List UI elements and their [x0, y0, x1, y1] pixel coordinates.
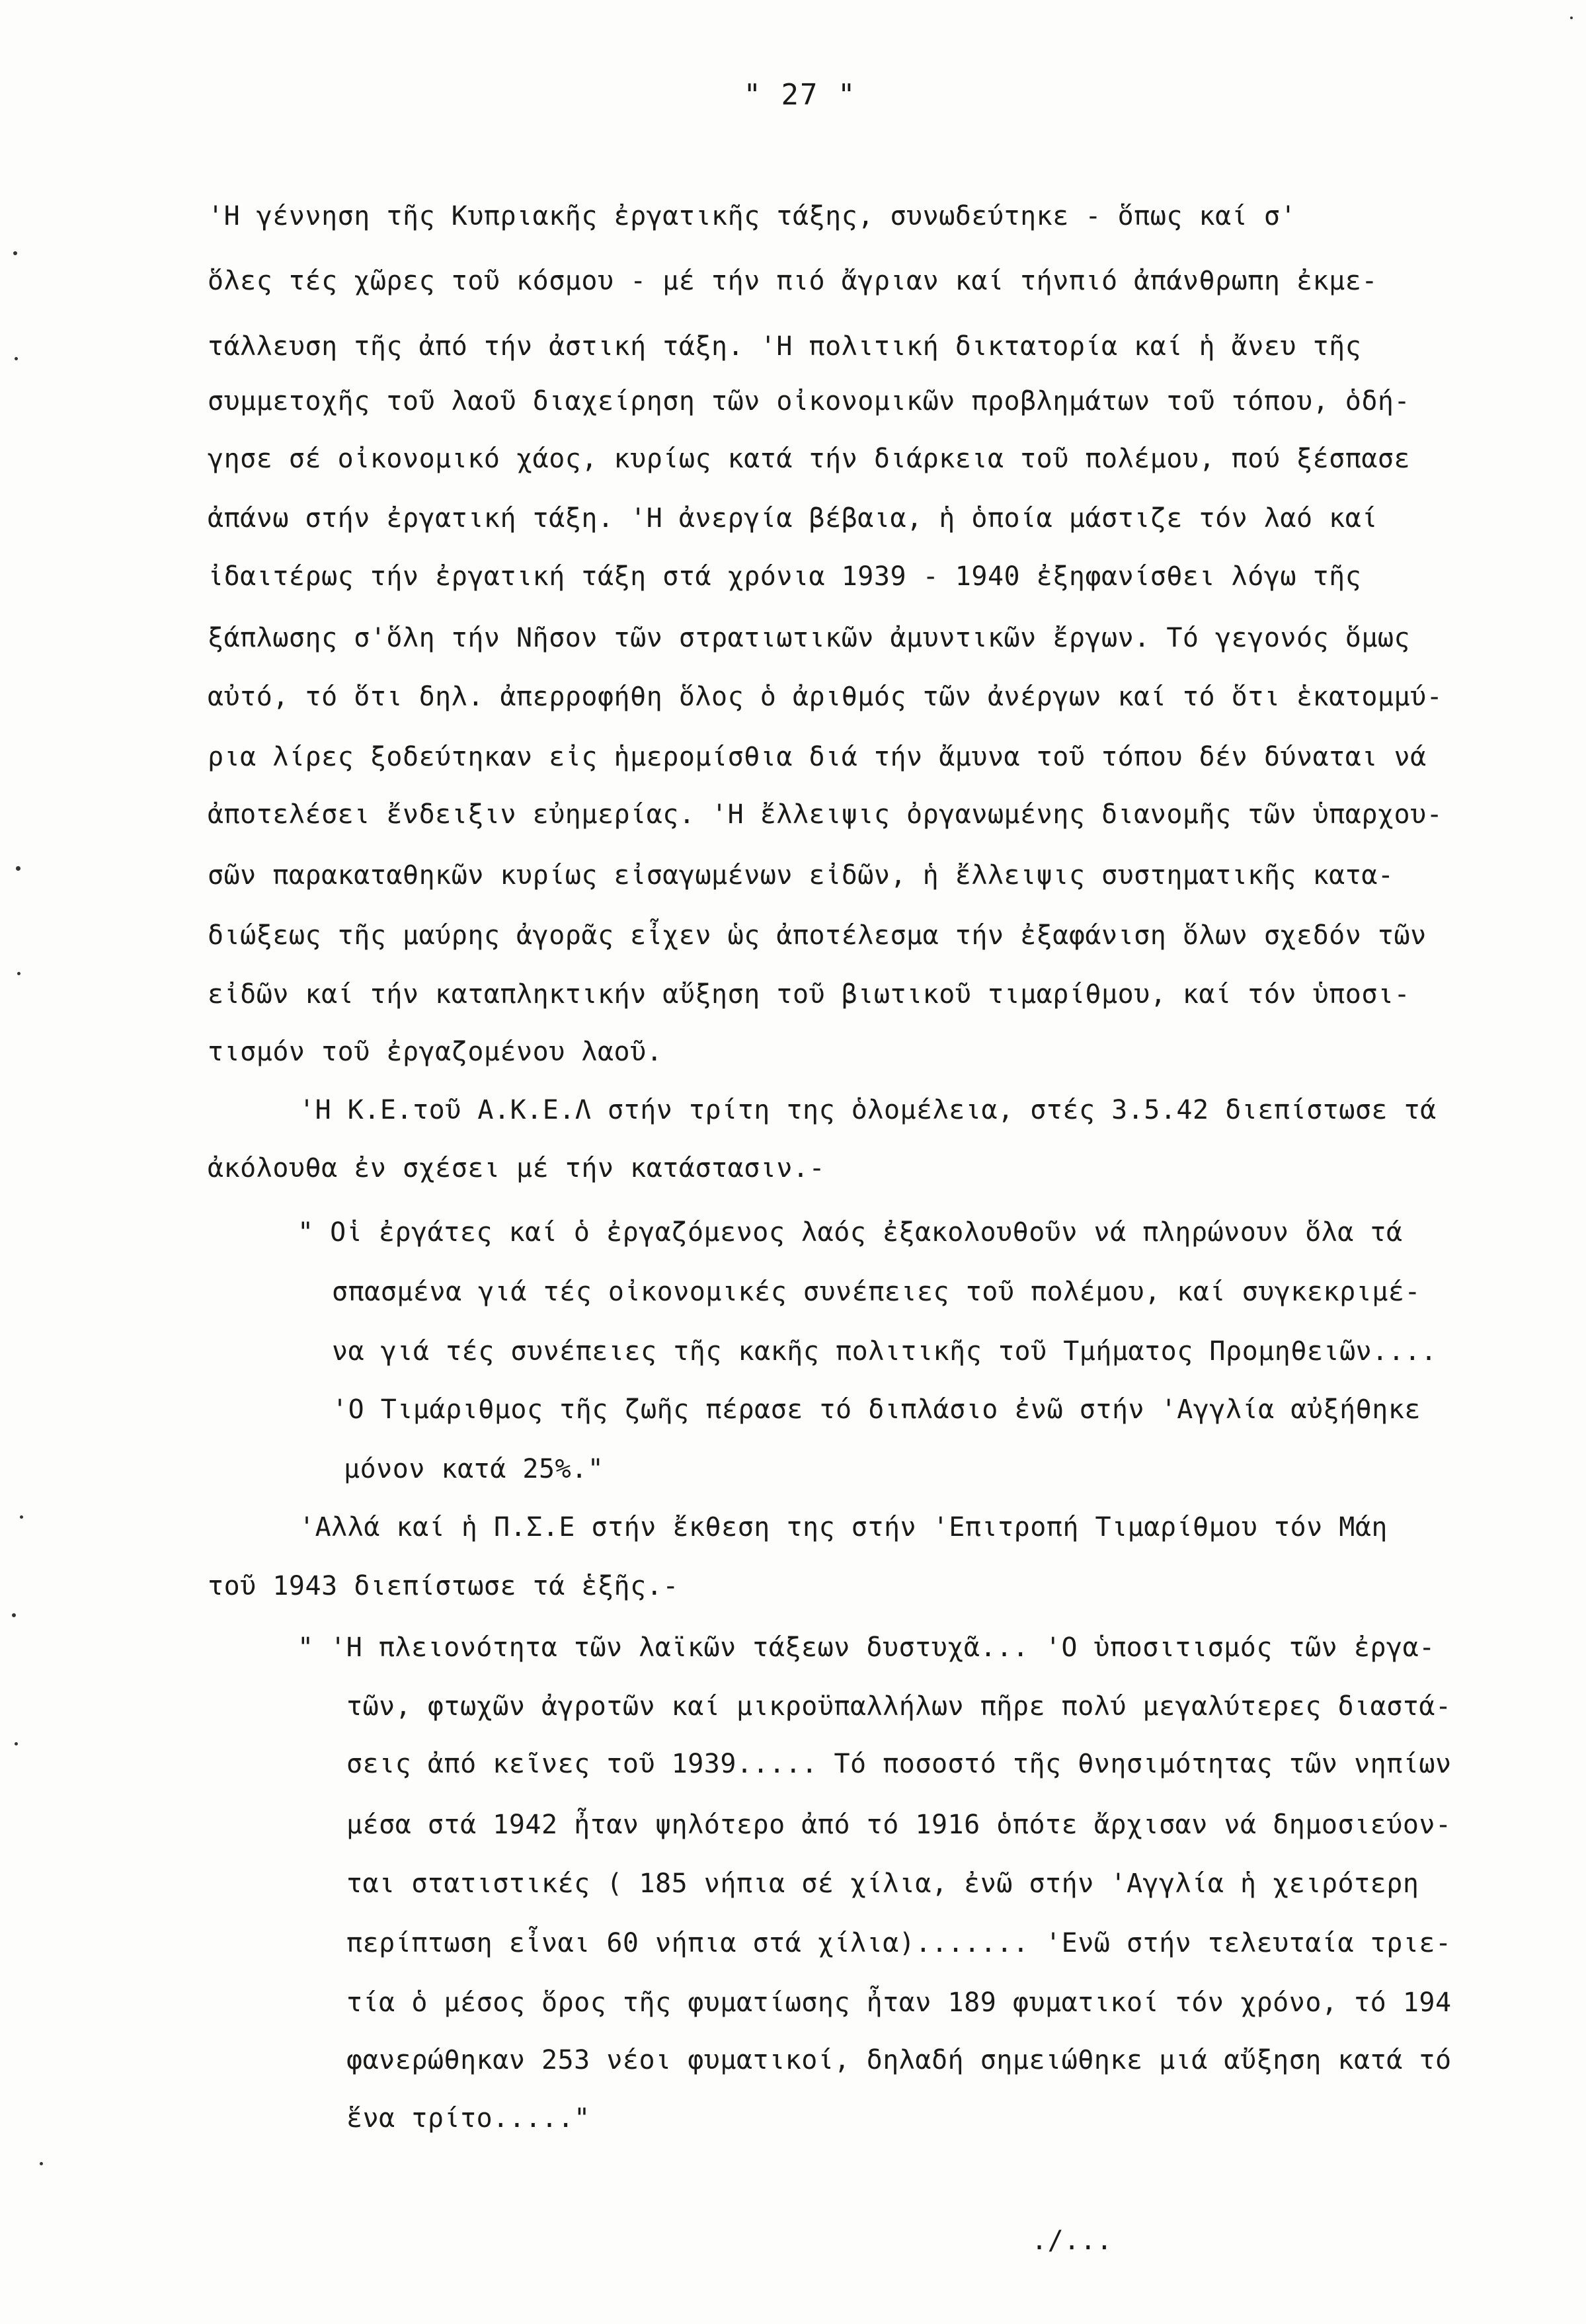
text-line: μέσα στά 1942 ἦταν ψηλότερο ἀπό τό 1916 ὁπότε ἄρχισαν νά δημοσιεύον-: [346, 1810, 1452, 1840]
text-line: τάλλευση τῆς ἀπό τήν ἀστική τάξη. 'Η πολιτική δικτατορία καί ἡ ἄνευ τῆς: [208, 331, 1362, 362]
text-line: ἀποτελέσει ἔνδειξιν εὐημερίας. 'Η ἔλλειψις ὀργανωμένης διανομῆς τῶν ὑπαρχου-: [208, 799, 1443, 830]
text-line: 'Αλλά καί ἡ Π.Σ.Ε στήν ἔκθεση της στήν 'Επιτροπή Τιμαρίθμου τόν Μάη: [299, 1512, 1388, 1543]
text-line: περίπτωση εἶναι 60 νήπια στά χίλια)....... 'Ενῶ στήν τελευταία τριε-: [346, 1928, 1452, 1958]
text-line: ὅλες τές χῶρες τοῦ κόσμου - μέ τήν πιό ἄγριαν καί τήνπιό ἀπάνθρωπη ἐκμε-: [208, 266, 1378, 296]
text-line: ἀπάνω στήν ἐργατική τάξη. 'Η ἀνεργία βέβαια, ἡ ὁποία μάστιζε τόν λαό καί: [208, 503, 1378, 534]
text-line: τῶν, φτωχῶν ἀγροτῶν καί μικροϋπαλλήλων πῆρε πολύ μεγαλύτερες διαστά-: [346, 1691, 1452, 1722]
text-line: να γιά τές συνέπειες τῆς κακῆς πολιτικῆς τοῦ Τμήματος Προμηθειῶν....: [332, 1336, 1437, 1367]
text-line: γησε σέ οἰκονομικό χάος, κυρίως κατά τήν διάρκεια τοῦ πολέμου, πού ξέσπασε: [208, 444, 1411, 474]
text-line: σεις ἀπό κεῖνες τοῦ 1939..... Τό ποσοστό τῆς θνησιμότητας τῶν νηπίων: [346, 1749, 1452, 1779]
text-line: ἰδαιτέρως τήν ἐργατική τάξη στά χρόνια 1939 - 1940 ἐξηφανίσθει λόγω τῆς: [208, 561, 1362, 592]
text-line: 'Η γέννηση τῆς Κυπριακῆς ἐργατικῆς τάξης, συνωδεύτηκε - ὅπως καί σ': [208, 201, 1296, 231]
text-line: αὐτό, τό ὅτι δηλ. ἀπερροφήθη ὅλος ὁ ἀριθμός τῶν ἀνέργων καί τό ὅτι ἑκατομμύ-: [208, 682, 1443, 712]
text-line: σῶν παρακαταθηκῶν κυρίως εἰσαγωμένων εἰδῶν, ἡ ἔλλειψις συστηματικῆς κατα-: [208, 860, 1394, 891]
text-line: μόνον κατά 25%.": [344, 1454, 604, 1484]
text-line: ται στατιστικές ( 185 νήπια σέ χίλια, ἐνῶ στήν 'Αγγλία ἡ χειρότερη: [346, 1868, 1419, 1899]
page-number: " 27 ": [743, 78, 857, 112]
text-line: 'Η Κ.Ε.τοῦ Α.Κ.Ε.Λ στήν τρίτη της ὁλομέλεια, στές 3.5.42 διεπίστωσε τά: [299, 1095, 1437, 1125]
text-line: ἀκόλουθα ἐν σχέσει μέ τήν κατάστασιν.-: [208, 1153, 826, 1183]
text-line: τία ὁ μέσος ὅρος τῆς φυματίωσης ἦταν 189 φυματικοί τόν χρόνο, τό 194: [346, 1987, 1452, 2018]
text-line: τισμόν τοῦ ἐργαζομένου λαοῦ.: [208, 1037, 663, 1067]
text-line: 'Ο Τιμάριθμος τῆς ζωῆς πέρασε τό διπλάσιο ἐνῶ στήν 'Αγγλία αὐξήθηκε: [332, 1394, 1421, 1425]
text-line: συμμετοχῆς τοῦ λαοῦ διαχείρηση τῶν οἰκονομικῶν προβλημάτων τοῦ τόπου, ὁδή-: [208, 386, 1411, 417]
text-line: σπασμένα γιά τές οἰκονομικές συνέπειες τοῦ πολέμου, καί συγκεκριμέ-: [332, 1277, 1421, 1307]
continuation-mark: ./...: [1031, 2225, 1113, 2256]
text-line: " 'Η πλειονότητα τῶν λαϊκῶν τάξεων δυστυχᾶ... 'Ο ὑποσιτισμός τῶν ἐργα-: [297, 1632, 1435, 1663]
text-line: τοῦ 1943 διεπίστωσε τά ἑξῆς.-: [208, 1571, 679, 1601]
text-line: " Οἱ ἐργάτες καί ὁ ἐργαζόμενος λαός ἐξακολουθοῦν νά πληρώνουν ὅλα τά: [297, 1217, 1403, 1248]
text-line: εἰδῶν καί τήν καταπληκτικήν αὔξηση τοῦ βιωτικοῦ τιμαρίθμου, καί τόν ὑποσι-: [208, 979, 1411, 1010]
text-line: ξάπλωσης σ'ὅλη τήν Νῆσον τῶν στρατιωτικῶν ἀμυντικῶν ἔργων. Τό γεγονός ὅμως: [208, 623, 1411, 653]
text-line: φανερώθηκαν 253 νέοι φυματικοί, δηλαδή σημειώθηκε μιά αὔξηση κατά τό: [346, 2045, 1452, 2075]
text-line: ρια λίρες ξοδεύτηκαν εἰς ἡμερομίσθια διά τήν ἄμυνα τοῦ τόπου δέν δύναται νά: [208, 742, 1427, 772]
text-line: διώξεως τῆς μαύρης ἀγορᾶς εἶχεν ὡς ἀποτέλεσμα τήν ἐξαφάνιση ὅλων σχεδόν τῶν: [208, 920, 1427, 951]
text-line: ἕνα τρίτο.....": [346, 2103, 590, 2134]
